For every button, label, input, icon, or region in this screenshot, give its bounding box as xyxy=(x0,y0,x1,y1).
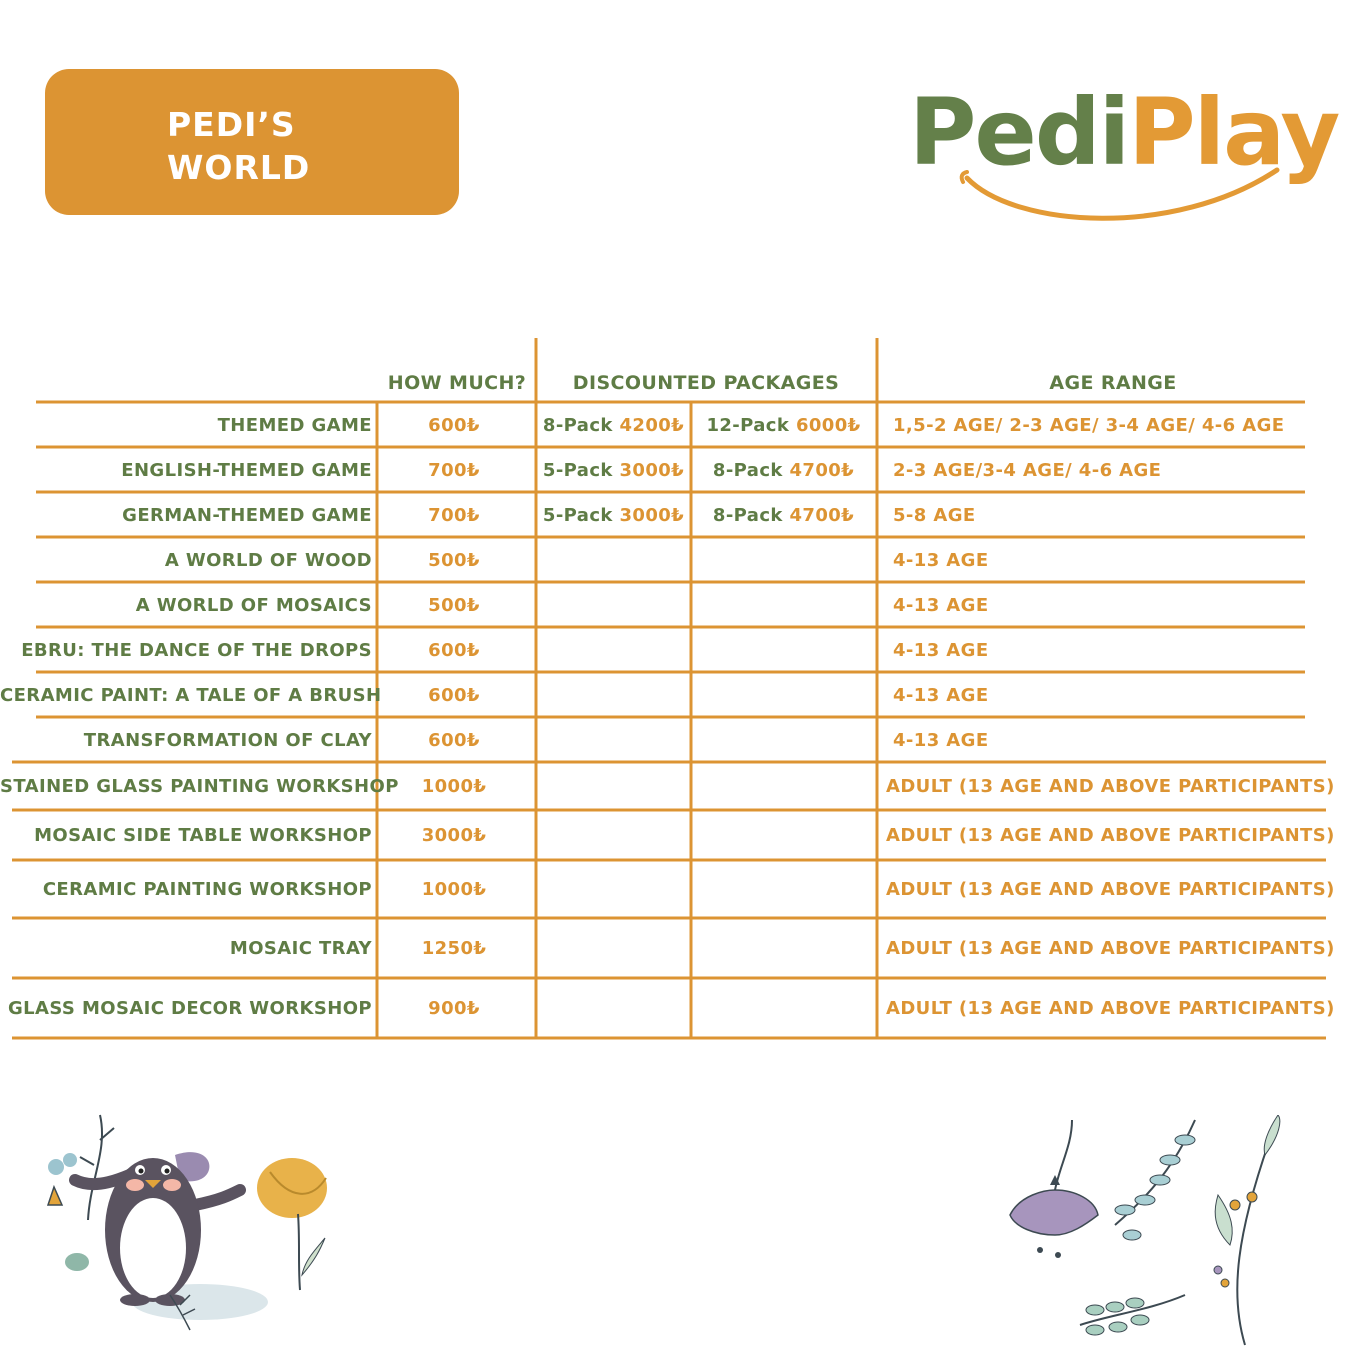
package-option-1 xyxy=(536,416,691,436)
activity-name: CERAMIC PAINT: A TALE OF A BRUSH xyxy=(0,685,382,706)
activity-price: 500₺ xyxy=(428,550,480,571)
package-2-price: 4700₺ xyxy=(789,460,855,481)
activity-price: 900₺ xyxy=(428,998,480,1019)
package-option-2 xyxy=(691,461,876,481)
age-range: ADULT (13 AGE AND ABOVE PARTICIPANTS) xyxy=(886,825,1335,846)
activity-name: A WORLD OF WOOD xyxy=(164,550,372,571)
age-range: 1,5-2 AGE/ 2-3 AGE/ 3-4 AGE/ 4-6 AGE xyxy=(893,415,1285,436)
activity-price: 1000₺ xyxy=(421,776,487,797)
header-packages: DISCOUNTED PACKAGES xyxy=(572,372,840,394)
activity-price: 1250₺ xyxy=(421,938,487,959)
package-option-1 xyxy=(536,461,691,481)
age-range: 4-13 AGE xyxy=(893,595,989,616)
package-option-2 xyxy=(691,416,876,436)
activity-price: 1000₺ xyxy=(421,879,487,900)
activity-name: MOSAIC SIDE TABLE WORKSHOP xyxy=(34,825,372,846)
penguin-illustration xyxy=(30,1110,360,1345)
activity-name: EBRU: THE DANCE OF THE DROPS xyxy=(21,640,372,661)
activity-name: ENGLISH-THEMED GAME xyxy=(121,460,372,481)
age-range: 2-3 AGE/3-4 AGE/ 4-6 AGE xyxy=(893,460,1162,481)
activity-name: GERMAN-THEMED GAME xyxy=(122,505,372,526)
package-1-price: 4200₺ xyxy=(619,415,685,436)
activity-price: 500₺ xyxy=(428,595,480,616)
activity-price: 600₺ xyxy=(428,685,480,706)
age-range: ADULT (13 AGE AND ABOVE PARTICIPANTS) xyxy=(886,776,1335,797)
age-range: 4-13 AGE xyxy=(893,685,989,706)
package-2-label: 12-Pack xyxy=(706,415,790,436)
header-price: HOW MUCH? xyxy=(387,372,527,394)
package-1-label: 8-Pack xyxy=(542,415,613,436)
package-2-price: 6000₺ xyxy=(795,415,861,436)
activity-name: A WORLD OF MOSAICS xyxy=(135,595,372,616)
age-range: ADULT (13 AGE AND ABOVE PARTICIPANTS) xyxy=(886,879,1335,900)
age-range: 4-13 AGE xyxy=(893,730,989,751)
activity-price: 700₺ xyxy=(428,460,480,481)
age-range: 4-13 AGE xyxy=(893,550,989,571)
age-range: 4-13 AGE xyxy=(893,640,989,661)
package-2-price: 4700₺ xyxy=(789,505,855,526)
age-range: 5-8 AGE xyxy=(893,505,976,526)
package-1-label: 5-Pack xyxy=(542,460,613,481)
age-range: ADULT (13 AGE AND ABOVE PARTICIPANTS) xyxy=(886,938,1335,959)
botanical-sprigs xyxy=(1000,1115,1300,1350)
activity-name: STAINED GLASS PAINTING WORKSHOP xyxy=(0,776,399,797)
package-1-price: 3000₺ xyxy=(619,460,685,481)
package-1-label: 5-Pack xyxy=(542,505,613,526)
logo-text-play: Play xyxy=(1128,79,1339,186)
activity-name: GLASS MOSAIC DECOR WORKSHOP xyxy=(7,998,372,1019)
activity-name: THEMED GAME xyxy=(217,415,372,436)
package-2-label: 8-Pack xyxy=(712,460,783,481)
package-1-price: 3000₺ xyxy=(619,505,685,526)
activity-price: 700₺ xyxy=(428,505,480,526)
package-2-label: 8-Pack xyxy=(712,505,783,526)
age-range: ADULT (13 AGE AND ABOVE PARTICIPANTS) xyxy=(886,998,1335,1019)
activity-name: TRANSFORMATION OF CLAY xyxy=(83,730,372,751)
package-option-1 xyxy=(536,506,691,526)
activity-price: 600₺ xyxy=(428,415,480,436)
banner-title: PEDI’S WORLD xyxy=(167,105,311,187)
header-age: AGE RANGE xyxy=(1049,372,1177,394)
activity-price: 3000₺ xyxy=(421,825,487,846)
logo-text-pedi: Pedi xyxy=(909,79,1129,186)
activity-price: 600₺ xyxy=(428,730,480,751)
package-option-2 xyxy=(691,506,876,526)
activity-name: CERAMIC PAINTING WORKSHOP xyxy=(42,879,372,900)
activity-name: MOSAIC TRAY xyxy=(229,938,372,959)
activity-price: 600₺ xyxy=(428,640,480,661)
